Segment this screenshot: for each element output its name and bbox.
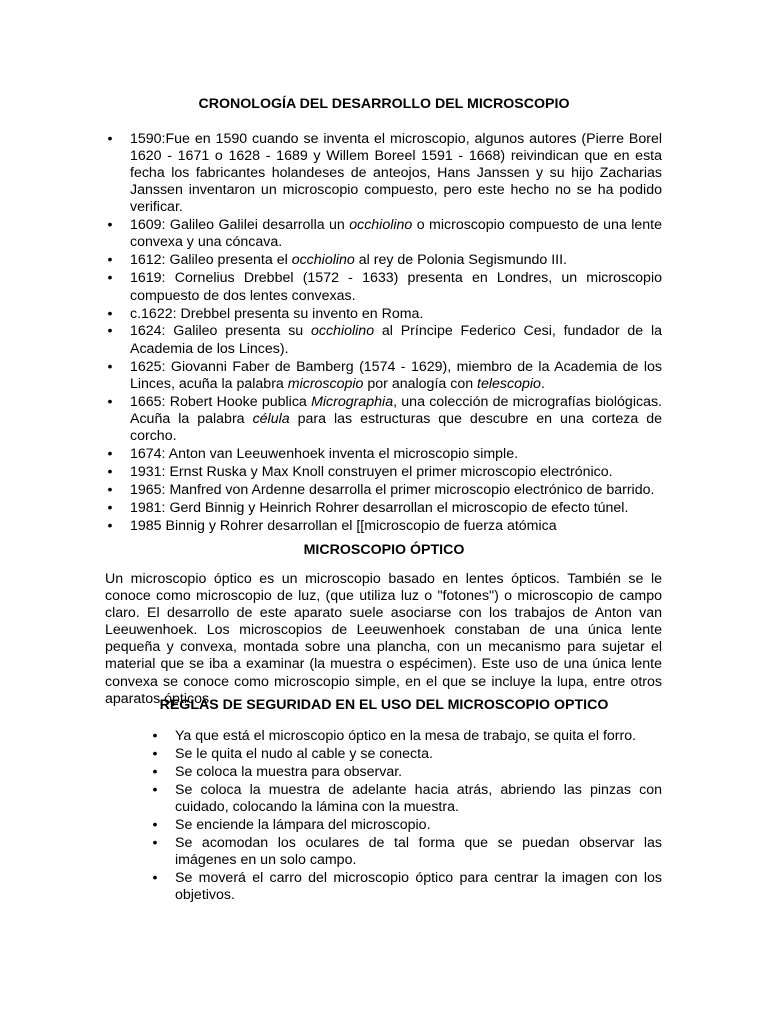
list-item-text: Se enciende la lámpara del microscopio. [175, 817, 431, 834]
list-item [104, 359, 662, 393]
list-item-text: Se coloca la muestra de adelante hacia atrás, abriendo las pinzas con cuidado, colocando la lámina con la muestra. [175, 781, 662, 816]
bullet-icon [104, 270, 116, 287]
list-item [104, 518, 662, 535]
bullet-icon [104, 252, 116, 269]
bullet-icon [104, 359, 116, 376]
list-item [104, 482, 662, 499]
list-item-text: , una colección de micrografías biológicas. Acuña la palabra [130, 393, 662, 427]
list-item [104, 323, 662, 357]
list-item-text: . [540, 375, 545, 392]
bullet-icon [104, 446, 116, 463]
list-item [104, 252, 662, 269]
safety-rules-list [149, 728, 662, 904]
bullet-icon [104, 464, 116, 481]
italic-term: occhiolino [310, 323, 375, 340]
bullet-icon [149, 817, 161, 834]
list-item-text: 1674: Anton van Leeuwenhoek inventa el microscopio simple. [130, 445, 519, 462]
bullet-icon [104, 131, 116, 148]
italic-term: microscopio [287, 375, 364, 392]
list-item-text: al Príncipe Federico Cesi, fundador de la Academia de los Linces). [130, 323, 662, 357]
list-item [149, 746, 662, 763]
list-item [104, 306, 662, 323]
list-item-text: Se acomodan los oculares de tal forma que se puedan observar las imágenes en un solo campo. [175, 835, 662, 869]
list-item-text: Se moverá el carro del microscopio óptico para centrar la imagen con los objetivos. [175, 870, 662, 904]
list-item-text: 1609: Galileo Galilei desarrolla un [130, 217, 350, 234]
page-title: CRONOLOGÍA DEL DESARROLLO DEL MICROSCOPIO [198, 96, 570, 112]
list-item-text: 1590:Fue en 1590 cuando se inventa el microscopio, algunos autores (Pierre Borel 1620 - 1671 o 1628 - 1689 y Willem Boreel 1591 - 1668) reivindican que en esta fecha los fabricantes holandeses de anteojos, Hans Janssen y su hijo Zacharias Janssen inventaron un microscopio compuesto, pero este hecho no se ha podido verificar. [130, 131, 662, 216]
list-item-text: Se coloca la muestra para observar. [175, 763, 403, 780]
list-item-text: por analogía con [363, 375, 478, 392]
italic-term: occhiolino [291, 252, 355, 269]
list-item [104, 131, 662, 216]
list-item [104, 394, 662, 445]
italic-term: occhiolino [349, 217, 413, 234]
list-item [104, 217, 662, 251]
list-item-text: 1665: Robert Hooke publica [130, 393, 312, 410]
bullet-icon [149, 835, 161, 852]
list-item [149, 835, 662, 869]
list-item-text: para las estructuras que descubre en una corteza de corcho. [130, 410, 662, 444]
bullet-icon [104, 306, 116, 323]
list-item-text: 1981: Gerd Binnig y Heinrich Rohrer desarrollan el microscopio de efecto túnel. [130, 499, 629, 516]
list-item-text: Ya que está el microscopio óptico en la mesa de trabajo, se quita el forro. [175, 728, 637, 744]
bullet-icon [104, 217, 116, 234]
list-item [149, 870, 662, 904]
list-item-text: al rey de Polonia Segismundo III. [354, 252, 567, 269]
timeline-list [104, 131, 662, 535]
list-item-text: Se le quita el nudo al cable y se conecta. [175, 745, 433, 762]
section-heading-optical: MICROSCOPIO ÓPTICO [303, 542, 465, 558]
bullet-icon [149, 728, 161, 745]
bullet-icon [104, 394, 116, 411]
bullet-icon [149, 764, 161, 781]
italic-term: Micrographia [311, 393, 394, 410]
list-item-text: 1965: Manfred von Ardenne desarrolla el primer microscopio electrónico de barrido. [130, 481, 655, 498]
bullet-icon [149, 870, 161, 887]
section-heading-safety: REGLAS DE SEGURIDAD EN EL USO DEL MICROSCOPIO OPTICO [159, 697, 609, 713]
bullet-icon [104, 518, 116, 535]
bullet-icon [104, 323, 116, 340]
list-item [149, 817, 662, 834]
italic-term: célula [252, 410, 290, 427]
list-item [104, 446, 662, 463]
list-item-text: o microscopio compuesto de una lente convexa y una cóncava. [130, 217, 662, 251]
bullet-icon [104, 482, 116, 499]
list-item-text: 1619: Cornelius Drebbel (1572 - 1633) presenta en Londres, un microscopio compuesto de dos lentes convexas. [130, 270, 662, 304]
list-item [149, 764, 662, 781]
bullet-icon [104, 500, 116, 517]
bullet-icon [149, 782, 161, 799]
list-item [149, 782, 662, 816]
body-paragraph: Un microscopio óptico es un microscopio basado en lentes ópticos. También se le conoce como microscopio de luz, (que utiliza luz o "fotones") o microscopio de campo claro. El desarrollo de este aparato suele asociarse con los trabajos de Anton van Leeuwenhoek. Los microscopios de Leeuwenhoek constaban de una única lente pequeña y convexa, montada sobre una plancha, con un mecanismo para sujetar el material que se iba a examinar (la muestra o espécimen). Este uso de una única lente convexa se conoce como microscopio simple, en el que se incluye la lupa, entre otros aparatos ópticos. [105, 571, 662, 707]
list-item [104, 270, 662, 304]
list-item-text: c.1622: Drebbel presenta su invento en Roma. [130, 305, 424, 322]
italic-term: telescopio [477, 375, 541, 392]
list-item-text: 1612: Galileo presenta el [130, 252, 292, 269]
list-item-text: 1985 Binnig y Rohrer desarrollan el [[microscopio de fuerza atómica [130, 517, 557, 534]
list-item-text: 1931: Ernst Ruska y Max Knoll construyen el primer microscopio electrónico. [130, 463, 613, 480]
list-item-text: 1624: Galileo presenta su [130, 323, 311, 340]
list-item [104, 500, 662, 517]
list-item [104, 464, 662, 481]
list-item-text: 1625: Giovanni Faber de Bamberg (1574 - 1629), miembro de la Academia de los Linces, acuña la palabra [130, 358, 662, 392]
bullet-icon [149, 746, 161, 763]
list-item [149, 728, 662, 745]
